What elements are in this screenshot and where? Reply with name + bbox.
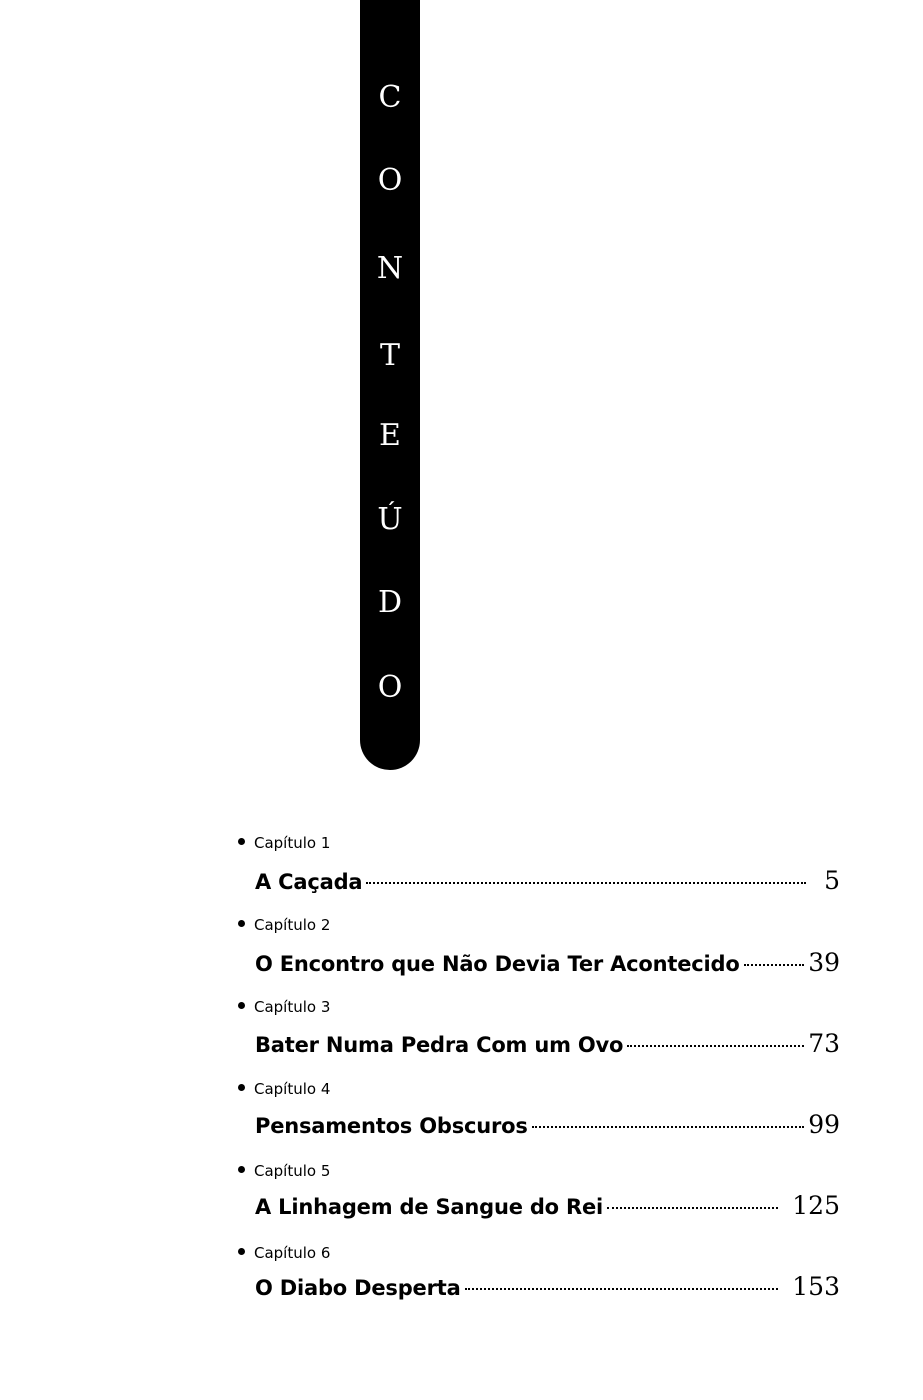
page-number: 99	[808, 1110, 840, 1139]
dot-leader	[627, 1045, 804, 1047]
title-letter: O	[377, 670, 403, 705]
toc-entry[interactable]	[255, 948, 840, 977]
page-number: 153	[792, 1272, 840, 1301]
bullet-icon	[238, 1166, 245, 1173]
chapter-label: Capítulo 2	[238, 915, 330, 935]
title-letter: Ú	[377, 502, 403, 537]
toc-entry[interactable]	[255, 1191, 840, 1220]
title-letter: O	[377, 163, 403, 198]
toc-entry[interactable]	[255, 1272, 840, 1301]
chapter-label: Capítulo 6	[238, 1243, 330, 1263]
bullet-icon	[238, 1248, 245, 1255]
page-number: 5	[824, 866, 840, 895]
toc-entry[interactable]	[255, 1110, 840, 1139]
toc-entry[interactable]	[255, 1029, 840, 1058]
bullet-icon	[238, 838, 245, 845]
dot-leader	[465, 1288, 779, 1290]
bullet-icon	[238, 1002, 245, 1009]
page-number: 125	[792, 1191, 840, 1220]
chapter-title: Bater Numa Pedra Com um Ovo	[255, 1033, 624, 1057]
title-letter: T	[379, 338, 400, 373]
dot-leader	[607, 1207, 778, 1209]
chapter-title: A Caçada	[255, 870, 363, 894]
chapter-label: Capítulo 1	[238, 833, 330, 853]
dot-leader	[366, 882, 806, 884]
chapter-title: A Linhagem de Sangue do Rei	[255, 1195, 604, 1219]
toc-entry[interactable]	[255, 866, 840, 895]
title-letter: D	[377, 585, 403, 620]
title-letter: C	[378, 80, 402, 115]
bullet-icon	[238, 1084, 245, 1091]
chapter-title: O Diabo Desperta	[255, 1276, 461, 1300]
page-number: 73	[808, 1029, 840, 1058]
chapter-title: Pensamentos Obscuros	[255, 1114, 528, 1138]
dot-leader	[744, 964, 805, 966]
title-letter: N	[376, 251, 404, 286]
dot-leader	[532, 1126, 805, 1128]
page-number: 39	[808, 948, 840, 977]
chapter-label: Capítulo 3	[238, 997, 330, 1017]
chapter-title: O Encontro que Não Devia Ter Acontecido	[255, 952, 740, 976]
title-letter: E	[379, 418, 401, 453]
bullet-icon	[238, 920, 245, 927]
chapter-label: Capítulo 4	[238, 1079, 330, 1099]
chapter-label: Capítulo 5	[238, 1161, 330, 1181]
